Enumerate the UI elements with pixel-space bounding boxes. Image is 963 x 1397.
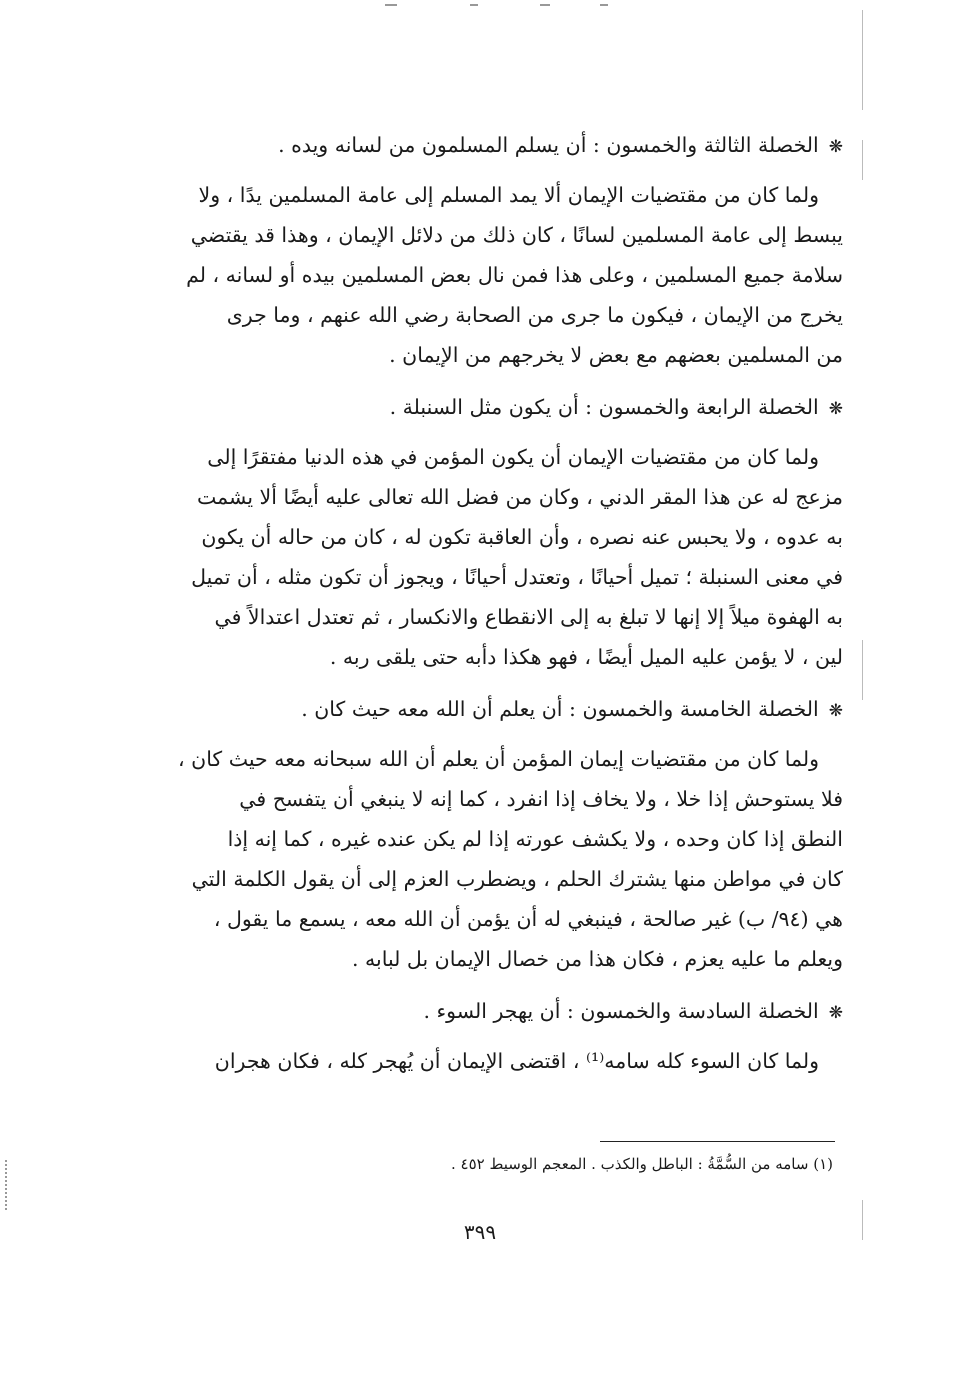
- text-line: ولما كان السوء كله سامه⁽¹⁾ ، اقتضى الإيمان أن يُهجر كله ، فكان هجران: [214, 1049, 819, 1073]
- text-line: فلا يستوحش إذا خلا ، ولا يخاف إذا انفرد ، كما إنه لا ينبغي أن يتفسح في: [239, 787, 843, 811]
- text-line: ولما كان من مقتضيات إيمان المؤمن أن يعلم أن الله سبحانه معه حيث كان ،: [178, 747, 819, 771]
- asterism-icon: ❋: [828, 1003, 843, 1023]
- section-54: [128, 387, 843, 677]
- asterism-icon: ❋: [828, 399, 843, 419]
- crop-mark: [5, 1160, 17, 1210]
- paragraph: [128, 739, 843, 979]
- text-line: سلامة جميع المسلمين ، وعلى هذا فمن نال بعض المسلمين بيده أو لسانه ، لم: [186, 263, 843, 287]
- section-heading: [128, 387, 843, 427]
- margin-line: [862, 1200, 863, 1240]
- section-heading: [128, 991, 843, 1031]
- section-heading: [128, 125, 843, 165]
- heading-text: الخصلة السادسة والخمسون : أن يهجر السوء .: [423, 999, 819, 1023]
- text-line: من المسلمين بعضهم مع بعض لا يخرجهم من الإيمان .: [389, 343, 843, 367]
- text-line: مزعج له عن هذا المقر الدني ، وكان من فضل الله تعالى عليه أيضًا ألا يشمت: [197, 485, 843, 509]
- footnote: (١) سامه من السُّمَّةُ : الباطل والكذب . المعجم الوسيط ٤٥٢ .: [450, 1155, 833, 1173]
- text-line: كان في مواطن منها يشترك الحلم ، ويضطرب العزم إلى أن يقول الكلمة التي: [191, 867, 843, 891]
- main-text: [128, 125, 843, 1093]
- text-line: يبسط إلى عامة المسلمين لسانًا ، كان ذلك من دلائل الإيمان ، وهذا قد يقتضي: [190, 223, 843, 247]
- section-55: [128, 689, 843, 979]
- text-line: يخرج من الإيمان ، فيكون ما جرى من الصحابة رضي الله عنهم ، وما جرى: [226, 303, 843, 327]
- footnote-separator: [600, 1141, 835, 1142]
- scan-artifact: [385, 4, 397, 6]
- text-line: لين ، لا يؤمن عليه الميل أيضًا ، فهو هكذا دأبه حتى يلقى ربه .: [329, 645, 843, 669]
- scan-artifact: [540, 4, 550, 6]
- heading-text: الخصلة الرابعة والخمسون : أن يكون مثل السنبلة .: [389, 395, 819, 419]
- margin-line: [862, 640, 863, 700]
- text-line: ويعلم ما عليه يعزم ، فكان هذا من خصال الإيمان بل لبابه .: [352, 947, 843, 971]
- section-56: [128, 991, 843, 1081]
- section-53: [128, 125, 843, 375]
- text-line: هي (٩٤/ ب) غير صالحة ، فينبغي له أن يؤمن أن الله معه ، يسمع ما يقول ،: [213, 907, 843, 931]
- text-line: به عدوه ، ولا يحبس عنه نصره ، وأن العاقبة تكون له ، كان من حاله أن يكون: [201, 525, 843, 549]
- scan-artifact: [470, 4, 478, 6]
- page-number: ٣٩٩: [463, 1220, 497, 1244]
- text-line: في معنى السنبلة ؛ تميل أحيانًا ، وتعتدل أحيانًا ، ويجوز أن تكون مثله ، أن تميل: [191, 565, 843, 589]
- text-line: ولما كان من مقتضيات الإيمان ألا يمد المسلم إلى عامة المسلمين يدًا ، ولا: [198, 183, 819, 207]
- text-line: النطق إذا كان وحده ، ولا يكشف عورته إذا لم يكن عنده غيره ، كما إنه إذا: [227, 827, 843, 851]
- asterism-icon: ❋: [828, 137, 843, 157]
- margin-line: [862, 10, 863, 110]
- heading-text: الخصلة الثالثة والخمسون : أن يسلم المسلمون من لسانه ويده .: [278, 133, 819, 157]
- section-heading: [128, 689, 843, 729]
- heading-text: الخصلة الخامسة والخمسون : أن يعلم أن الله معه حيث كان .: [301, 697, 819, 721]
- text-line: به الهفوة ميلاً إلا إنها لا تبلغ به إلى الانقطاع والانكسار ، ثم تعتدل اعتدالاً في: [214, 605, 843, 629]
- text-line: ولما كان من مقتضيات الإيمان أن يكون المؤمن في هذه الدنيا مفتقرًا إلى: [207, 445, 819, 469]
- scan-artifact: [600, 4, 608, 6]
- paragraph: [128, 437, 843, 677]
- margin-line: [862, 140, 863, 180]
- paragraph: [128, 175, 843, 375]
- paragraph: [128, 1041, 843, 1081]
- asterism-icon: ❋: [828, 701, 843, 721]
